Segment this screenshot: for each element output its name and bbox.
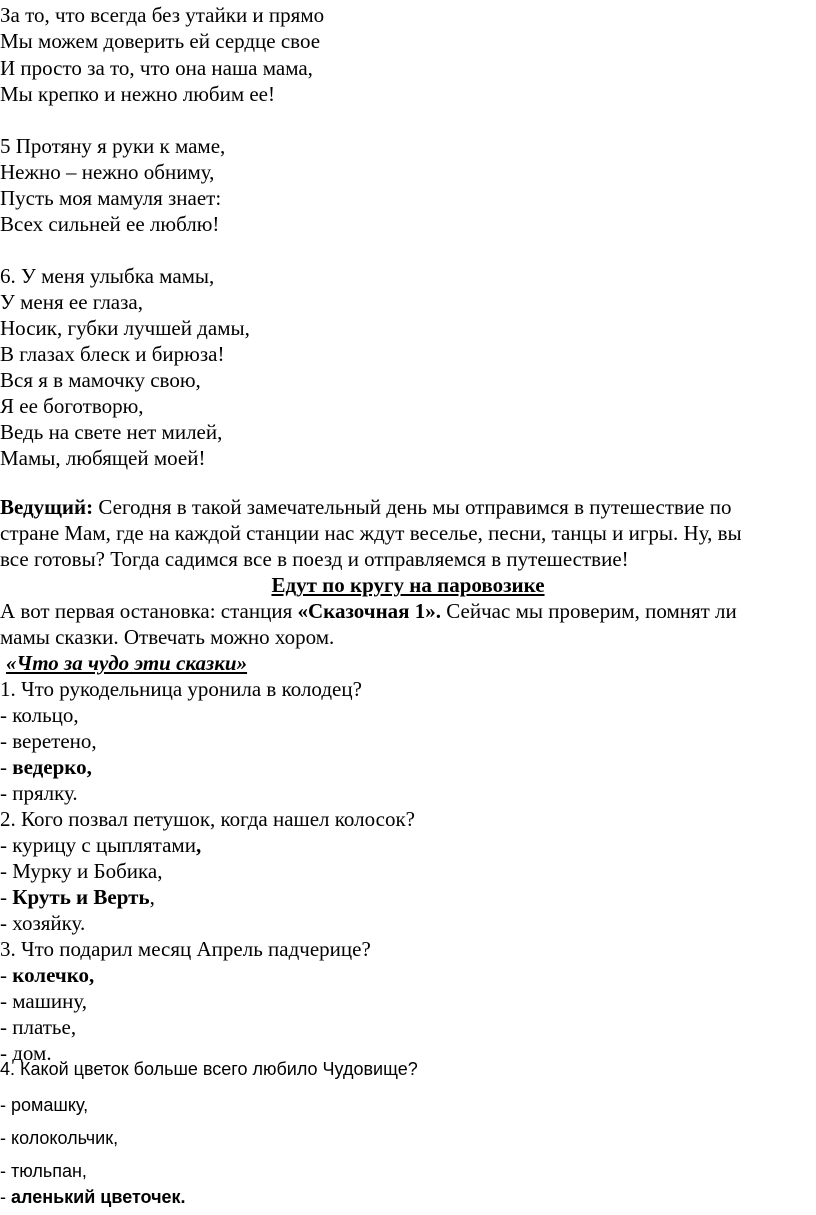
dash: -	[0, 859, 13, 883]
question: 3. Что подарил месяц Апрель падчерице?	[0, 937, 371, 961]
host-paragraph-line	[0, 494, 731, 520]
option-text: платье,	[12, 1015, 77, 1039]
station-suffix: Сейчас мы проверим, помнят ли	[441, 599, 737, 623]
poem-line: Мы можем доверить ей сердце свое	[0, 29, 321, 53]
answer-option-correct	[0, 884, 155, 910]
station-line	[0, 598, 737, 624]
option-text: курицу с цыплятами	[12, 833, 196, 857]
option-comma: ,	[149, 885, 155, 909]
option-text: прялку.	[12, 781, 78, 805]
poem-line: Мы крепко и нежно любим ее!	[0, 82, 275, 106]
dash: -	[0, 729, 13, 753]
option-text: хозяйку.	[12, 911, 86, 935]
poem-line: 6. У меня улыбка мамы,	[0, 264, 215, 288]
option-text: колокольчик,	[11, 1128, 119, 1148]
host-text: Сегодня в такой замечательный день мы отправимся в путешествие по	[93, 495, 732, 519]
poem-line: У меня ее глаза,	[0, 290, 143, 314]
option-text: кольцо,	[12, 703, 79, 727]
question: 4. Какой цветок больше всего любило Чудовище?	[0, 1059, 418, 1079]
host-label: Ведущий:	[0, 495, 94, 519]
dash: -	[0, 1041, 13, 1065]
dash: -	[0, 703, 13, 727]
question: 2. Кого позвал петушок, когда нашел колосок?	[0, 807, 415, 831]
answer-option	[0, 728, 97, 754]
poem-line: Ведь на свете нет милей,	[0, 420, 223, 444]
option-text: ромашку,	[11, 1095, 89, 1115]
answer-option	[0, 1014, 76, 1040]
poem-line: В глазах блеск и бирюза!	[0, 342, 225, 366]
answer-option-correct	[0, 1181, 186, 1214]
answer-option	[0, 988, 87, 1014]
poem-line: Вся я в мамочку свою,	[0, 368, 201, 392]
dash: -	[0, 1095, 11, 1115]
poem-line: Всех сильней ее люблю!	[0, 212, 220, 236]
dash: -	[0, 1161, 11, 1181]
option-text: ведерко,	[12, 755, 92, 779]
poem-line: За то, что всегда без утайки и прямо	[0, 3, 325, 27]
poem-line: 5 Протяну я руки к маме,	[0, 134, 226, 158]
option-text: колечко,	[12, 963, 95, 987]
poem-line: Нежно – нежно обниму,	[0, 160, 215, 184]
quiz-title	[6, 650, 247, 676]
stage-direction-text: Едут по кругу на паровозике	[271, 573, 545, 597]
answer-option	[0, 858, 162, 884]
option-text: аленький цветочек.	[11, 1187, 186, 1207]
option-text: Круть и Верть	[12, 885, 150, 909]
dash: -	[0, 1187, 11, 1207]
answer-option	[0, 832, 201, 858]
answer-option	[0, 910, 85, 936]
host-paragraph-line: все готовы? Тогда садимся все в поезд и отправляемся в путешествие!	[0, 547, 629, 571]
answer-option	[0, 702, 79, 728]
option-comma: ,	[195, 833, 202, 857]
answer-option	[0, 1089, 88, 1122]
answer-option	[0, 780, 78, 806]
option-text: веретено,	[12, 729, 97, 753]
stage-direction	[0, 572, 816, 598]
answer-option-correct	[0, 962, 94, 988]
dash: -	[0, 833, 13, 857]
station-line: мамы сказки. Отвечать можно хором.	[0, 625, 335, 649]
answer-option	[0, 1122, 118, 1155]
poem-line: Носик, губки лучшей дамы,	[0, 316, 250, 340]
poem-line: Я ее боготворю,	[0, 394, 144, 418]
dash: -	[0, 963, 13, 987]
option-text: машину,	[12, 989, 88, 1013]
option-text: Мурку и Бобика,	[12, 859, 163, 883]
dash: -	[0, 755, 13, 779]
poem-line: Мамы, любящей моей!	[0, 446, 206, 470]
option-text: тюльпан,	[11, 1161, 87, 1181]
quiz-title-text: «Что за чудо эти сказки»	[6, 651, 248, 675]
station-name: «Сказочная 1».	[297, 599, 442, 623]
dash: -	[0, 1128, 11, 1148]
poem-line: Пусть моя мамуля знает:	[0, 186, 222, 210]
station-prefix: А вот первая остановка: станция	[0, 599, 298, 623]
host-paragraph-line: стране Мам, где на каждой станции нас ждут веселье, песни, танцы и игры. Ну, вы	[0, 521, 742, 545]
dash: -	[0, 781, 13, 805]
answer-option-correct	[0, 754, 92, 780]
dash: -	[0, 989, 13, 1013]
option-text: дом.	[12, 1041, 52, 1065]
question: 1. Что рукодельница уронила в колодец?	[0, 677, 362, 701]
poem-line: И просто за то, что она наша мама,	[0, 56, 313, 80]
dash: -	[0, 885, 13, 909]
dash: -	[0, 911, 13, 935]
dash: -	[0, 1015, 13, 1039]
